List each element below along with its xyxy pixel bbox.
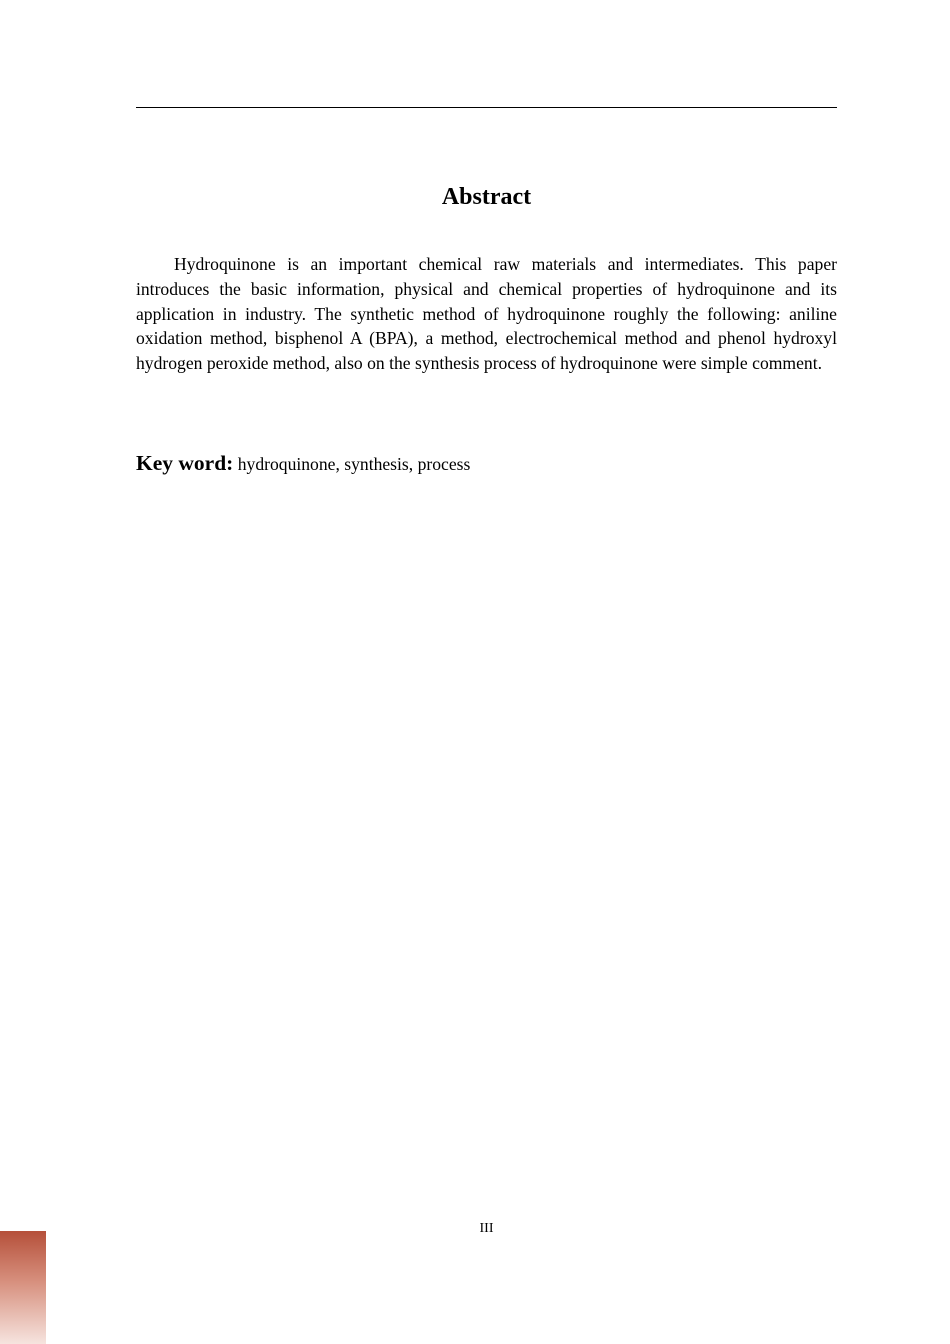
page-title: Abstract: [441, 184, 532, 210]
abstract-paragraph: Hydroquinone is an important chemical raw materials and intermediates. This paper introduces the basic information, physical and chemical properties of hydroquinone and its application in industry. The synthetic method of hydroquinone roughly the following: aniline oxidation method, bisphenol A (BPA), a method, electrochemical method and phenol hydroxyl hydrogen peroxide method, also on the synthesis process of hydroquinone were simple comment.: [136, 254, 837, 374]
keywords-label: Key word:: [136, 451, 234, 475]
header-rule: [136, 107, 837, 108]
keywords-values: hydroquinone, synthesis, process: [233, 454, 471, 474]
corner-decoration: [0, 1231, 46, 1344]
keywords-line: [136, 449, 837, 480]
page-number: III: [479, 1221, 494, 1236]
